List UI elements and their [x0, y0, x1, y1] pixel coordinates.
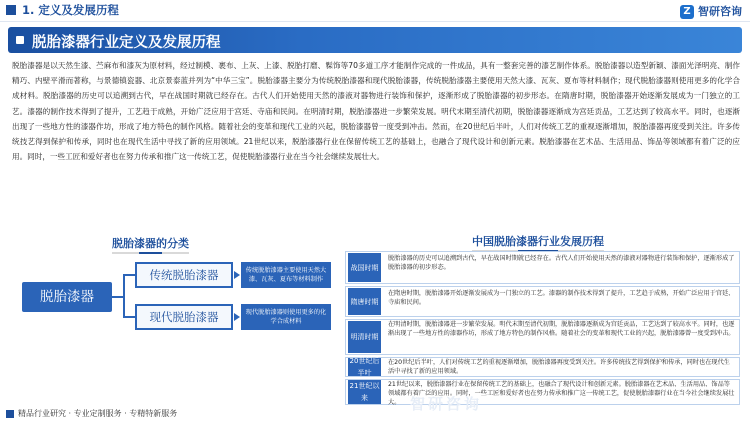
arrow-icon	[234, 313, 240, 321]
classification-title: 脱胎漆器的分类	[112, 235, 189, 251]
section-title: 1. 定义及发展历程	[22, 3, 119, 17]
connector	[123, 274, 135, 276]
timeline-period: 明清时期	[348, 321, 381, 353]
category-traditional: 传统脱胎漆器	[135, 262, 233, 288]
timeline-period: 21世纪以来	[349, 382, 380, 402]
logo-text: 智研咨询	[698, 5, 742, 18]
classification-root: 脱胎漆器	[22, 282, 112, 312]
top-bar	[0, 0, 750, 22]
logo-icon: Z	[680, 5, 694, 19]
footer	[0, 407, 750, 421]
timeline-text: 21世纪以来，脱胎漆器行业在保留传统工艺的基础上，也融合了现代设计和创新元素。脱胎漆器在艺术品、生活用品、饰品等领域都有着广泛的应用。同时，一些工匠和爱好者也在努力传承和推广这一传统工艺，促使脱胎漆器行业在当今社会继续发展壮大。	[388, 381, 735, 407]
page-banner	[8, 27, 742, 53]
connector	[123, 274, 125, 318]
footer-text: 精品行业研究 · 专业定制服务 · 专精特新服务	[18, 409, 178, 418]
timeline-text: 在隋唐时期，脱胎漆器开始逐渐发展成为一门独立的工艺。漆器的制作技术得到了提升，工艺趋于成熟，开始广泛应用于宫廷、寺庙和民间。	[388, 290, 735, 307]
footer-square-icon	[6, 410, 14, 418]
category-modern-desc: 现代脱胎漆器则使用更多的化学合成材料	[241, 304, 331, 330]
category-traditional-desc: 传统脱胎漆器主要使用天然大漆、瓦灰、夏布等材料制作	[241, 262, 331, 288]
timeline-text: 在20世纪后半叶，人们对传统工艺的重视逐渐增加，脱胎漆器再度受到关注。许多传统技艺得到保护和传承，同时也在现代生活中寻找了新的应用领域。	[388, 359, 730, 376]
connector	[123, 316, 135, 318]
category-modern: 现代脱胎漆器	[135, 304, 233, 330]
timeline-text: 脱胎漆器的历史可以追溯到古代，早在战国时期就已经存在。古代人们开始使用天然的漆液对器物进行装饰和保护，逐渐形成了脱胎漆器的初步形态。	[388, 255, 735, 272]
history-title: 中国脱胎漆器行业发展历程	[472, 233, 604, 249]
timeline-period: 隋唐时期	[348, 288, 381, 315]
section-marker-icon	[6, 5, 16, 15]
timeline-text: 在明清时期，脱胎漆器进一步繁荣发展。明代末期至清代初期，脱胎漆器逐渐成为宫廷贡品，工艺达到了较高水平。同时，也逐渐出现了一些地方性的漆器作坊，形成了地方特色的制作风格。随着社会的变革和现代工业的兴起，脱胎漆器曾一度受到冲击。	[388, 321, 735, 338]
banner-square-icon	[16, 36, 24, 44]
intro-paragraph: 脱胎漆器是以天然生漆、苎麻布和漆灰为原材料，经过制模、裹布、上灰、上漆、脱胎打磨、髹饰等70多道工序才能制作完成的一件成品，具有一整套完善的漆艺制作体系。脱胎漆器以造型新颖、漆面光泽明亮、制作精巧、内壁平滑而著称，与景德镇瓷器、北京景泰蓝并列为“中华三宝”。脱胎漆器主要分为传统脱胎漆器和现代脱胎漆器，传统脱胎漆器主要使用天然大漆、瓦灰、夏布等材料制作；现代脱胎漆器则使用更多的化学合成材料。脱胎漆器的历史可以追溯到古代，早在战国时期就已经存在。古代人们开始使用天然的漆液对器物进行装饰和保护，逐渐形成了脱胎漆器的初步形态。在隋唐时期，脱胎漆器开始逐渐发展成为一门独立的工艺。漆器的制作技术得到了提升，工艺趋于成熟，开始广泛应用于宫廷、寺庙和民间。在明清时期，脱胎漆器进一步繁荣发展。明代末期至清代初期，脱胎漆器逐渐成为宫廷贡品，工艺达到了较高水平。同时，也逐渐出现了一些地方性的漆器作坊，形成了地方特色的制作风格。随着社会的变革和现代工业的兴起，脱胎漆器曾一度受到冲击。然而，在20世纪后半叶，人们对传统工艺的重视逐渐增加，脱胎漆器再度受到关注。许多传统技艺得到保护和传承，同时也在现代生活中寻找了新的应用领域。21世纪以来，脱胎漆器行业在保留传统工艺的基础上，也融合了现代设计和创新元素。脱胎漆器在艺术品、生活用品、饰品等领域都有着广泛的应用。同时，一些工匠和爱好者也在努力传承和推广这一传统工艺，促使脱胎漆器行业在当今社会继续发展壮大。	[12, 61, 740, 162]
timeline-period: 战国时期	[348, 253, 381, 282]
arrow-icon	[234, 271, 240, 279]
timeline-period: 20世纪后半叶	[349, 357, 380, 377]
brand-logo	[680, 3, 742, 19]
page-title: 脱胎漆器行业定义及发展历程	[32, 35, 221, 51]
watermark: 智研咨询	[410, 395, 483, 413]
